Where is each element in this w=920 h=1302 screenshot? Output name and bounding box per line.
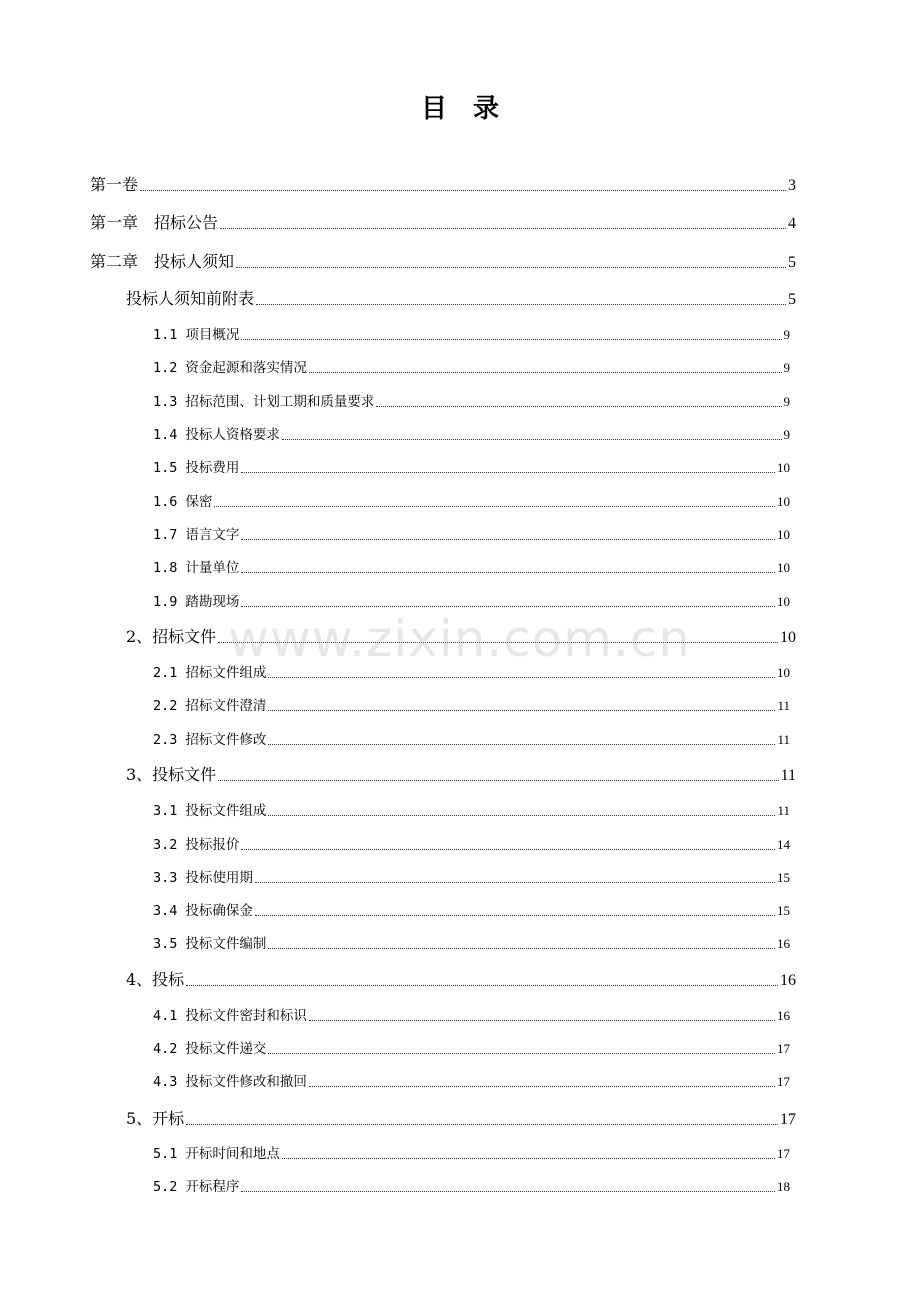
toc-entry-page: 11 — [777, 803, 790, 818]
toc-entry-page: 16 — [777, 1008, 790, 1023]
toc-entry-number: 3.2 — [153, 837, 178, 853]
toc-entry-page: 10 — [780, 629, 796, 646]
toc-entry-number: 1.1 — [153, 327, 178, 343]
toc-entry[interactable] — [153, 461, 790, 476]
toc-entry-label: 投标文件修改和撤回 — [185, 1074, 307, 1090]
toc-entry[interactable] — [126, 767, 796, 784]
toc-dot-leader — [268, 1053, 775, 1054]
toc-dot-leader — [268, 710, 775, 711]
toc-entry[interactable] — [153, 937, 790, 952]
toc-entry-label: 2、招标文件 — [126, 627, 217, 646]
toc-entry-number: 2.2 — [153, 698, 178, 714]
toc-entry-page: 15 — [777, 903, 790, 918]
toc-entry-label: 第二章 投标人须知 — [90, 252, 235, 271]
toc-entry-page: 16 — [780, 972, 796, 989]
toc-entry-label: 投标费用 — [185, 460, 240, 476]
toc-entry[interactable] — [126, 972, 796, 989]
toc-entry[interactable] — [153, 666, 790, 681]
toc-dot-leader — [241, 849, 775, 850]
toc-entry-number: 3.5 — [153, 936, 178, 952]
toc-entry-page: 10 — [777, 494, 790, 509]
toc-entry[interactable] — [153, 428, 790, 443]
toc-entry[interactable] — [153, 699, 790, 714]
toc-entry-label: 投标报价 — [185, 837, 240, 853]
toc-dot-leader — [186, 1124, 778, 1125]
toc-entry-page: 11 — [777, 698, 790, 713]
toc-entry-label: 投标使用期 — [185, 870, 253, 886]
toc-entry-label: 踏勘现场 — [185, 594, 240, 610]
toc-entry-label: 投标人资格要求 — [185, 427, 280, 443]
toc-entry[interactable] — [153, 1180, 790, 1195]
toc-dot-leader — [220, 228, 786, 229]
toc-entry-number: 4.1 — [153, 1008, 178, 1024]
toc-entry-page: 9 — [783, 327, 790, 342]
toc-entry[interactable] — [153, 1147, 790, 1162]
toc-entry-number: 4.3 — [153, 1074, 178, 1090]
toc-entry[interactable] — [153, 328, 790, 343]
toc-entry[interactable] — [126, 291, 796, 308]
toc-entry-page: 16 — [777, 936, 790, 951]
toc-entry[interactable] — [153, 838, 790, 853]
toc-entry[interactable] — [153, 804, 790, 819]
toc-entry-page: 17 — [777, 1146, 790, 1161]
toc-entry-page: 5 — [788, 254, 796, 271]
toc-entry[interactable] — [153, 561, 790, 576]
toc-entry-page: 18 — [777, 1179, 790, 1194]
toc-entry-number: 1.5 — [153, 460, 178, 476]
toc-entry[interactable] — [90, 254, 796, 271]
toc-entry-label: 第一章 招标公告 — [90, 213, 219, 232]
toc-entry-page: 10 — [777, 560, 790, 575]
toc-entry-page: 14 — [777, 837, 790, 852]
toc-entry-label: 3、投标文件 — [126, 765, 217, 784]
toc-entry-label: 资金起源和落实情况 — [185, 360, 307, 376]
toc-entry-label: 4、投标 — [126, 970, 185, 989]
toc-dot-leader — [241, 339, 781, 340]
toc-entry[interactable] — [90, 177, 796, 194]
toc-dot-leader — [282, 439, 782, 440]
toc-entry-label: 计量单位 — [185, 560, 240, 576]
toc-entry-number: 3.4 — [153, 903, 178, 919]
toc-dot-leader — [241, 1191, 775, 1192]
toc-entry-page: 11 — [777, 732, 790, 747]
toc-dot-leader — [376, 406, 781, 407]
toc-entry-number: 1.4 — [153, 427, 178, 443]
toc-entry[interactable] — [153, 495, 790, 510]
toc-entry-label: 开标时间和地点 — [185, 1146, 280, 1162]
toc-entry-label: 5、开标 — [126, 1109, 185, 1128]
toc-entry-label: 投标文件密封和标识 — [185, 1008, 307, 1024]
toc-entry-page: 17 — [780, 1111, 796, 1128]
toc-entry-number: 3.1 — [153, 803, 178, 819]
toc-dot-leader — [309, 1086, 775, 1087]
toc-dot-leader — [282, 1158, 775, 1159]
toc-entry-label: 招标文件修改 — [185, 732, 267, 748]
toc-entry-page: 10 — [777, 460, 790, 475]
toc-dot-leader — [268, 815, 775, 816]
toc-entry-number: 2.3 — [153, 732, 178, 748]
toc-dot-leader — [268, 744, 775, 745]
toc-entry-label: 开标程序 — [185, 1179, 240, 1195]
toc-entry-number: 1.3 — [153, 394, 178, 410]
toc-entry-label: 投标文件组成 — [185, 803, 267, 819]
toc-entry-page: 4 — [788, 215, 796, 232]
toc-entry[interactable] — [153, 528, 790, 543]
toc-entry[interactable] — [153, 733, 790, 748]
toc-entry-page: 10 — [777, 594, 790, 609]
toc-entry-number: 2.1 — [153, 665, 178, 681]
toc-entry-label: 招标文件组成 — [185, 665, 267, 681]
toc-entry-label: 招标文件澄清 — [185, 698, 267, 714]
toc-entry[interactable] — [126, 1111, 796, 1128]
toc-dot-leader — [241, 539, 775, 540]
toc-entry[interactable] — [153, 904, 790, 919]
toc-entry-number: 5.1 — [153, 1146, 178, 1162]
toc-entry-page: 9 — [783, 360, 790, 375]
toc-entry[interactable] — [153, 595, 790, 610]
toc-dot-leader — [241, 472, 775, 473]
toc-entry-page: 17 — [777, 1041, 790, 1056]
toc-entry[interactable] — [153, 1009, 790, 1024]
toc-dot-leader — [268, 948, 775, 949]
toc-entry[interactable] — [153, 1042, 790, 1057]
toc-dot-leader — [241, 572, 775, 573]
toc-entry[interactable] — [90, 215, 796, 232]
toc-entry-page: 10 — [777, 665, 790, 680]
toc-dot-leader — [214, 506, 775, 507]
toc-dot-leader — [256, 304, 786, 305]
toc-dot-leader — [309, 1020, 775, 1021]
toc-entry-page: 9 — [783, 427, 790, 442]
toc-entry-label: 项目概况 — [185, 327, 240, 343]
toc-entry-label: 招标范围、计划工期和质量要求 — [185, 394, 375, 410]
toc-entry-page: 11 — [780, 767, 796, 784]
toc-entry[interactable] — [153, 1075, 790, 1090]
toc-entry-label: 投标确保金 — [185, 903, 253, 919]
page-title: 目 录 — [420, 94, 499, 124]
toc-entry[interactable] — [153, 395, 790, 410]
toc-entry-label: 投标文件递交 — [185, 1041, 267, 1057]
toc-dot-leader — [186, 985, 778, 986]
toc-entry-page: 15 — [777, 870, 790, 885]
toc-entry-number: 1.6 — [153, 494, 178, 510]
toc-dot-leader — [268, 677, 775, 678]
toc-entry-number: 1.2 — [153, 360, 178, 376]
toc-dot-leader — [255, 882, 775, 883]
toc-entry[interactable] — [153, 361, 790, 376]
watermark: www.zixin.com.cn — [228, 610, 692, 668]
toc-entry-page: 3 — [788, 177, 796, 194]
toc-dot-leader — [140, 190, 786, 191]
toc-dot-leader — [309, 372, 782, 373]
toc-entry-page: 5 — [788, 291, 796, 308]
toc-dot-leader — [236, 267, 786, 268]
toc-entry-label: 第一卷 — [90, 175, 139, 194]
toc-entry[interactable] — [126, 629, 796, 646]
toc-entry-label: 保密 — [185, 494, 213, 510]
toc-entry-page: 17 — [777, 1074, 790, 1089]
toc-entry-number: 4.2 — [153, 1041, 178, 1057]
toc-entry[interactable] — [153, 871, 790, 886]
toc-entry-label: 投标人须知前附表 — [126, 289, 255, 308]
toc-entry-label: 语言文字 — [185, 527, 240, 543]
toc-entry-number: 5.2 — [153, 1179, 178, 1195]
toc-dot-leader — [255, 915, 775, 916]
toc-dot-leader — [218, 780, 778, 781]
toc-entry-page: 9 — [783, 394, 790, 409]
toc-dot-leader — [241, 606, 775, 607]
toc-entry-page: 10 — [777, 527, 790, 542]
toc-entry-number: 1.9 — [153, 594, 178, 610]
toc-entry-number: 3.3 — [153, 870, 178, 886]
toc-dot-leader — [218, 642, 778, 643]
toc-entry-number: 1.7 — [153, 527, 178, 543]
toc-entry-number: 1.8 — [153, 560, 178, 576]
toc-entry-label: 投标文件编制 — [185, 936, 267, 952]
